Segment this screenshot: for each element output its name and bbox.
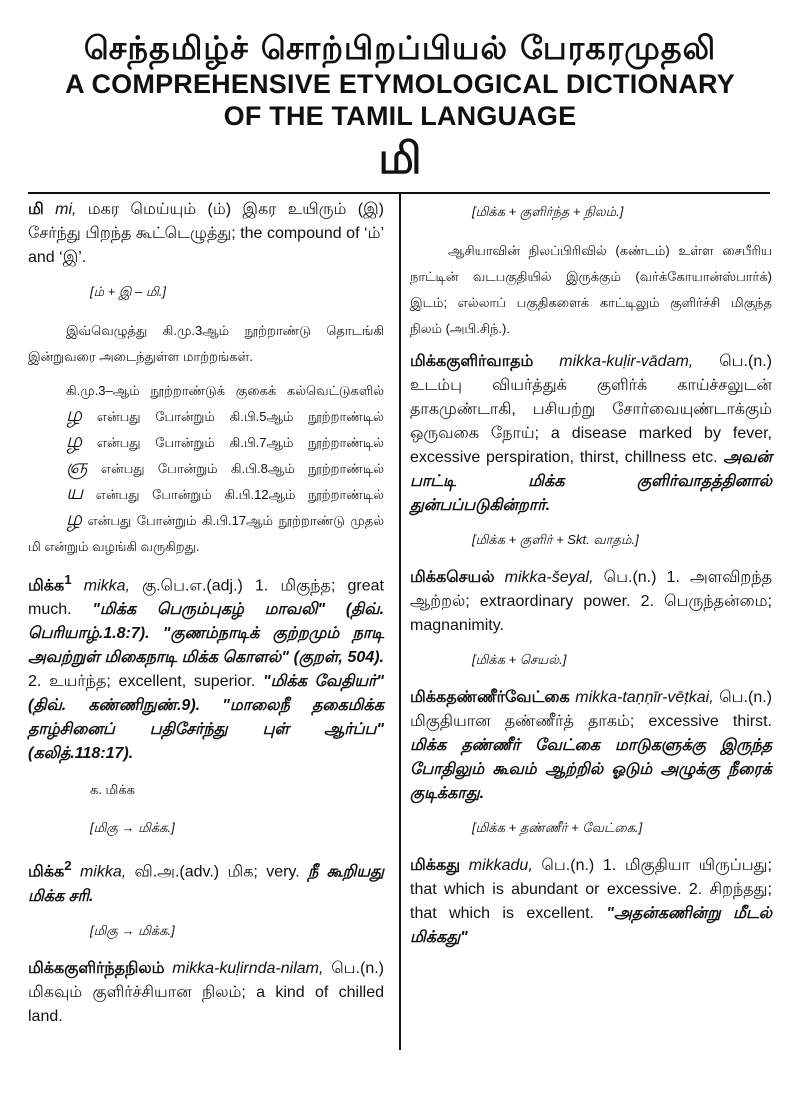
etymology: [மிகு → மிக்க.] bbox=[90, 922, 175, 938]
headword: மி bbox=[28, 201, 44, 218]
etymology: [மிக்க + குளிர்ந்த + நிலம்.] bbox=[472, 204, 624, 219]
headword: மிக்ககுளிர்ந்தநிலம் bbox=[28, 959, 165, 977]
quotation: "மிக்க பெரும்புகழ் மாவலி" (திவ். பெரியாழ்.1.8:7). "குணம்நாடிக் குற்றமும் நாடி அவற்றுள் மிகைநாடி மிக்க கொளல்" (குறள், 504). bbox=[28, 601, 385, 667]
definition: பெ.(n.) 1. அளவிறந்த ஆற்றல்; extraordinary power. 2. பெருந்தன்மை; magnanimity. bbox=[410, 569, 772, 634]
definition: பெ.(n.) 1. மிகுதியா யிருப்பது; that which is abundant or excessive. 2. சிறந்தது; that which is excellent. bbox=[410, 857, 772, 922]
example: மிக்க தண்ணீர் வேட்கை மாடுகளுக்கு இருந்த போதிலும் கூவம் ஆற்றில் ஓடும் அழுக்கு நீரைக் குடிக்காது. bbox=[410, 737, 772, 802]
entry-mikka-2 bbox=[28, 854, 384, 908]
transliteration: mi, bbox=[55, 201, 77, 218]
transliteration: mikka-kuḷir-vādam, bbox=[559, 353, 694, 370]
transliteration: mikka-kuḷirnda-nilam, bbox=[172, 959, 324, 977]
transliteration: mikkadu, bbox=[468, 857, 533, 874]
etymology: [மிகு → மிக்க.] bbox=[90, 820, 175, 836]
headword: மிக்க bbox=[28, 577, 65, 595]
example: அவன் பாட்டி மிக்க குளிர்வாதத்தினால் துன்பப்படுகின்றார். bbox=[410, 449, 772, 514]
ancient-glyph-icon: ஞ bbox=[66, 456, 88, 478]
text-span: என்பது போன்றும் கி.பி.8ஆம் bbox=[100, 461, 295, 476]
ancient-glyph-icon: ழ bbox=[66, 430, 83, 452]
section-letter: மி bbox=[378, 133, 422, 184]
text-span: நூற்றாண்டில் bbox=[308, 487, 384, 502]
transliteration: mikka, bbox=[83, 577, 130, 595]
ancient-glyph-icon: ய bbox=[66, 482, 84, 504]
script-history-paragraph: இவ்வெழுத்து கி.மு.3ஆம் நூற்றாண்டு தொடங்கி இன்றுவரை அடைந்துள்ள மாற்றங்கள். bbox=[28, 323, 384, 364]
etymology: [மிக்க + குளிர் + Skt. வாதம்.] bbox=[472, 532, 639, 547]
definition: பெ.(n.) மிகுதியான தண்ணீர்த் தாகம்; excessive thirst. bbox=[410, 689, 772, 730]
definition: மகர மெய்யும் (ம்) இகர உயிரும் (இ) சேர்ந்து பிறந்த கூட்டெழுத்து; the compound of ‘ம்’ and ‘இ’. bbox=[28, 201, 385, 266]
transliteration: mikka-šeyal, bbox=[504, 569, 594, 586]
text-span: நூற்றாண்டில் bbox=[308, 461, 384, 476]
entry-mikkadu bbox=[410, 854, 772, 950]
page-header bbox=[20, 28, 780, 184]
tamil-title: செந்தமிழ்ச் சொற்பிறப்பியல் பேரகரமுதலி bbox=[83, 29, 717, 67]
text-span: என்பது போன்றும் கி.பி.5ஆம் bbox=[96, 409, 294, 424]
text-span: கி.மு.3–ஆம் நூற்றாண்டுக் குகைக் கல்வெட்டுகளில் bbox=[66, 383, 384, 398]
definition: பெ.(n.) மிகவும் குளிர்ச்சியான நிலம்; a kind of chilled land. bbox=[28, 959, 384, 1025]
homonym-number: 2 bbox=[64, 858, 72, 874]
entry-mikka-kulirnda-nilam bbox=[28, 957, 384, 1029]
english-title-line2: OF THE TAMIL LANGUAGE bbox=[223, 101, 577, 131]
etymology: [மிக்க + தண்ணீர் + வேட்கை.] bbox=[472, 820, 643, 835]
homonym-number: 1 bbox=[64, 572, 72, 587]
definition: வி.அ.(adv.) மிக; very. bbox=[126, 863, 309, 881]
entry-mikka-kulir-vadam bbox=[410, 350, 772, 518]
example: நீ கூறியது மிக்க சரி. bbox=[28, 863, 384, 905]
entry-mikka-seyal bbox=[410, 566, 772, 638]
description-paragraph: ஆசியாவின் நிலப்பிரிவில் (கண்டம்) உள்ள சைபீரிய நாட்டின் வடபகுதியில் இருக்கும் (வர்க்கோயான்ஸ்பார்க்) இடம்; எல்லாப் பகுதிகளைக் காட்டிலும் குளிர்ச்சி மிகுந்த நிலம் (அபி.சிந்.). bbox=[410, 243, 772, 336]
headword: மிக்க bbox=[28, 863, 65, 881]
etymology: [ம் + இ – மி.] bbox=[90, 284, 167, 299]
script-forms-paragraph bbox=[28, 378, 384, 560]
transliteration: mikka-taṇṇīr-vēṭkai, bbox=[575, 689, 714, 706]
text-span: என்பது போன்றும் கி.பி.12ஆம் bbox=[95, 487, 296, 502]
text-span: நூற்றாண்டு முதல் மி என்றும் வழங்கி வருகிறது. bbox=[28, 513, 384, 554]
text-span: நூற்றாண்டில் bbox=[308, 409, 384, 424]
right-column bbox=[410, 198, 772, 958]
entry-mi bbox=[28, 198, 384, 270]
entry-mikka-thanneer-vetkai bbox=[410, 686, 772, 806]
headword: மிக்கது bbox=[410, 857, 461, 874]
headword: மிக்கதண்ணீர்வேட்கை bbox=[410, 689, 570, 706]
headword: மிக்கசெயல் bbox=[410, 569, 495, 586]
definition: பெ.(n.) உடம்பு வியர்த்துக் குளிர்க் காய்ச்சலுடன் தாகமுண்டாகி, பசியற்று சோர்வையுண்டாக்கும் ஒருவகை நோய்; a disease marked by fever, excessive perspiration, thirst, chillness etc. bbox=[410, 353, 772, 466]
headword: மிக்ககுளிர்வாதம் bbox=[410, 353, 534, 370]
cognate-form: க. மிக்க bbox=[90, 782, 135, 798]
column-divider bbox=[399, 194, 401, 1050]
ancient-glyph-icon: ழ bbox=[66, 404, 83, 426]
definition: கு.பெ.எ.(adj.) 1. மிகுந்த; great much. bbox=[28, 577, 384, 619]
text-span: என்பது போன்றும் கி.பி.17ஆம் bbox=[87, 513, 274, 528]
text-span: நூற்றாண்டில் bbox=[308, 435, 384, 450]
entry-mikka-1 bbox=[28, 568, 384, 766]
etymology: [மிக்க + செயல்.] bbox=[472, 652, 567, 667]
ancient-glyph-icon: ழ bbox=[66, 508, 83, 530]
left-column bbox=[28, 198, 384, 1037]
transliteration: mikka, bbox=[79, 863, 127, 881]
quotation: "மிக்க வேதியர்" (திவ். கண்ணிநுண்.9). "மாலைநீ தகைமிக்க தாழ்சினைப் பதிசேர்ந்து புள் ஆர்ப்ப" (கலித்.118:17). bbox=[28, 673, 384, 763]
english-title-line1: A COMPREHENSIVE ETYMOLOGICAL DICTIONARY bbox=[65, 69, 735, 99]
quotation: "அதன்கணின்று மீடல் மிக்கது" bbox=[410, 905, 773, 946]
text-span: என்பது போன்றும் கி.பி.7ஆம் bbox=[96, 435, 294, 450]
definition: 2. உயர்ந்த; excellent, superior. bbox=[28, 673, 263, 691]
